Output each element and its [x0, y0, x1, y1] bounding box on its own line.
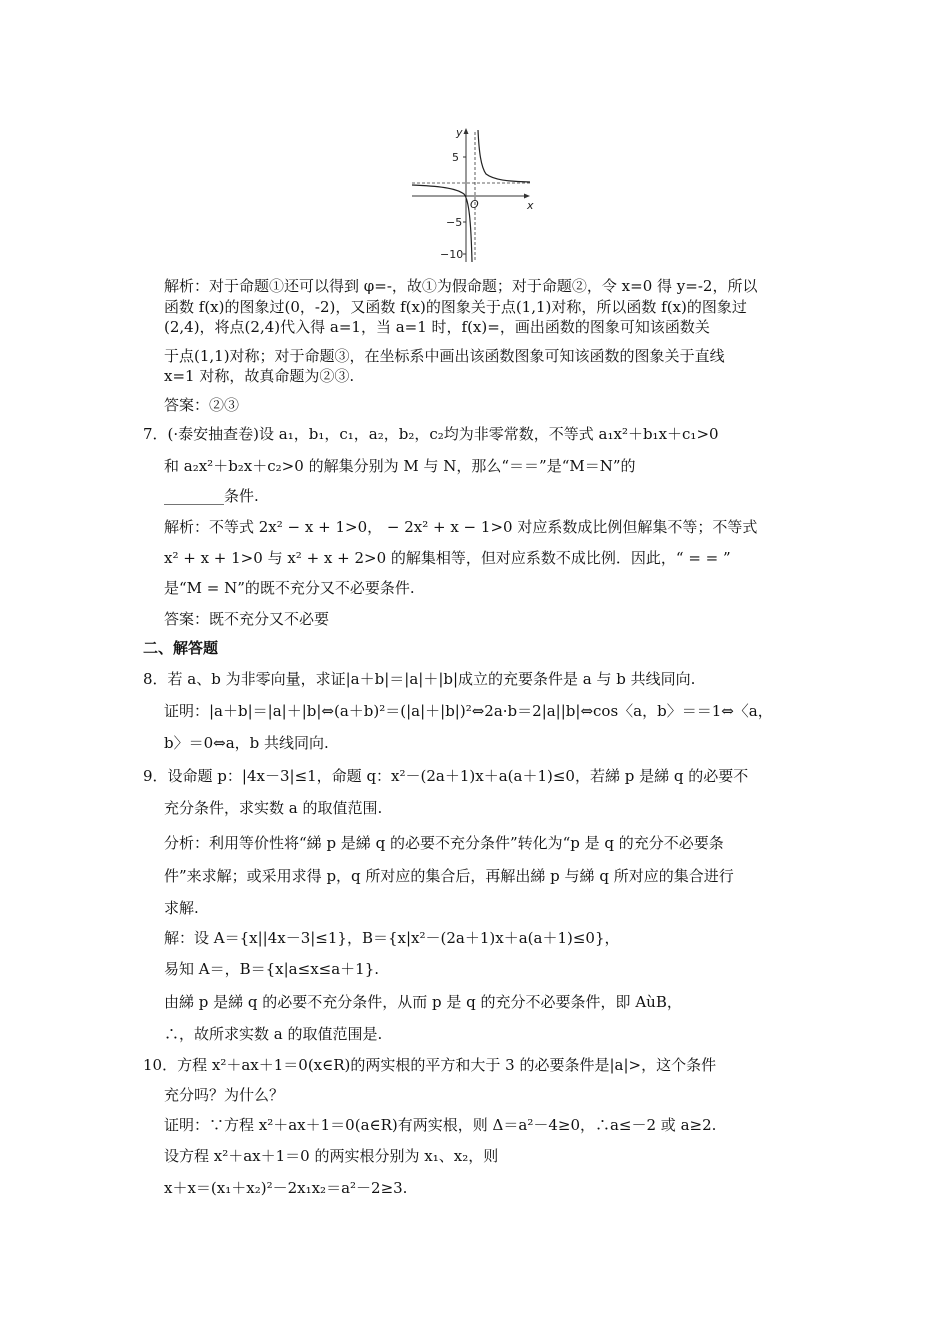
y-axis-arrow: [464, 128, 469, 134]
text-line: 解：设 A＝{x||4x－3|≤1}，B＝{x|x²－(2a＋1)x＋a(a＋1)≤0}，: [164, 929, 620, 947]
section-heading: 二、解答题: [143, 639, 219, 657]
text-line: 于点(1,1)对称；对于命题③，在坐标系中画出该函数图象可知该函数的图象关于直线: [164, 347, 725, 365]
tick-label-neg10: −10: [440, 248, 464, 261]
text-line: b〉＝0⇔a，b 共线同向.: [164, 734, 329, 752]
text-line: x² + x + 1>0 与 x² + x + 2>0 的解集相等，但对应系数不成比例．因此，“ = = ”: [164, 549, 731, 567]
tick-label-neg5: −5: [446, 216, 463, 229]
function-graph-figure: [408, 122, 540, 264]
text-line: 件”来求解；或采用求得 p，q 所对应的集合后，再解出綈 p 与綈 q 所对应的集合进行: [164, 867, 734, 885]
text-line: 证明：|a＋b|＝|a|＋|b|⇔(a＋b)²＝(|a|＋|b|)²⇔2a·b＝2|a||b|⇔cos〈a，b〉＝＝1⇔〈a，: [164, 702, 773, 720]
text-line: 证明：∵方程 x²＋ax＋1＝0(a∈R)有两实根，则 Δ＝a²－4≥0，∴a≤－2 或 a≥2.: [164, 1116, 717, 1134]
text-line: 和 a₂x²＋b₂x＋c₂>0 的解集分别为 M 与 N，那么“＝＝”是“M＝N”的: [164, 457, 636, 475]
text-line: x=1 对称，故真命题为②③.: [164, 367, 355, 385]
curve-right-branch: [478, 130, 530, 182]
problem-7-line: 7．(·泰安抽查卷)设 a₁，b₁，c₁，a₂，b₂，c₂均为非零常数，不等式 a₁x²＋b₁x＋c₁>0: [143, 425, 719, 443]
problem-9-line: 9．设命题 p：|4x－3|≤1，命题 q：x²－(2a＋1)x＋a(a＋1)≤0，若綈 p 是綈 q 的必要不: [143, 767, 749, 785]
text-line: 解析：不等式 2x² − x + 1>0， − 2x² + x − 1>0 对应系数成比例但解集不等；不等式: [164, 518, 758, 536]
text-line: 设方程 x²＋ax＋1＝0 的两实根分别为 x₁、x₂，则: [164, 1147, 499, 1165]
text-line: 解析：对于命题①还可以得到 φ=-，故①为假命题；对于命题②，令 x=0 得 y=-2，所以: [164, 277, 758, 295]
text-line: 函数 f(x)的图象过(0，-2)，又函数 f(x)的图象关于点(1,1)对称，所以函数 f(x)的图象过: [164, 298, 747, 316]
text-line: (2,4)，将点(2,4)代入得 a=1，当 a=1 时，f(x)=，画出函数的图象可知该函数关: [164, 318, 710, 336]
text-line: 分析：利用等价性将“綈 p 是綈 q 的必要不充分条件”转化为“p 是 q 的充分不必要条: [164, 834, 724, 852]
answer-line: 答案：既不充分又不必要: [164, 610, 330, 628]
text-line: 由綈 p 是綈 q 的必要不充分条件，从而 p 是 q 的充分不必要条件，即 AùB，: [164, 993, 682, 1011]
answer-line: 答案：②③: [164, 396, 240, 414]
problem-10-line: 10．方程 x²＋ax＋1＝0(x∈R)的两实根的平方和大于 3 的必要条件是|a|>，这个条件: [143, 1056, 717, 1074]
text-line: 是“M = N”的既不充分又不必要条件.: [164, 579, 415, 597]
tick-label-5: 5: [452, 151, 459, 164]
text-line: ________条件.: [164, 487, 259, 505]
origin-label: O: [470, 198, 479, 211]
text-line: 求解.: [164, 899, 199, 917]
x-axis-arrow: [524, 194, 530, 199]
y-axis-label: y: [456, 126, 463, 139]
x-axis-label: x: [527, 199, 534, 212]
text-line: ∴，故所求实数 a 的取值范围是.: [164, 1025, 383, 1043]
text-line: 易知 A＝，B＝{x|a≤x≤a＋1}.: [164, 960, 380, 978]
text-line: 充分条件，求实数 a 的取值范围.: [164, 799, 383, 817]
text-line: x＋x＝(x₁＋x₂)²－2x₁x₂＝a²－2≥3.: [164, 1179, 408, 1197]
problem-8-line: 8．若 a、b 为非零向量，求证|a＋b|＝|a|＋|b|成立的充要条件是 a 与 b 共线同向.: [143, 670, 696, 688]
text-line: 充分吗？为什么？: [164, 1086, 285, 1104]
